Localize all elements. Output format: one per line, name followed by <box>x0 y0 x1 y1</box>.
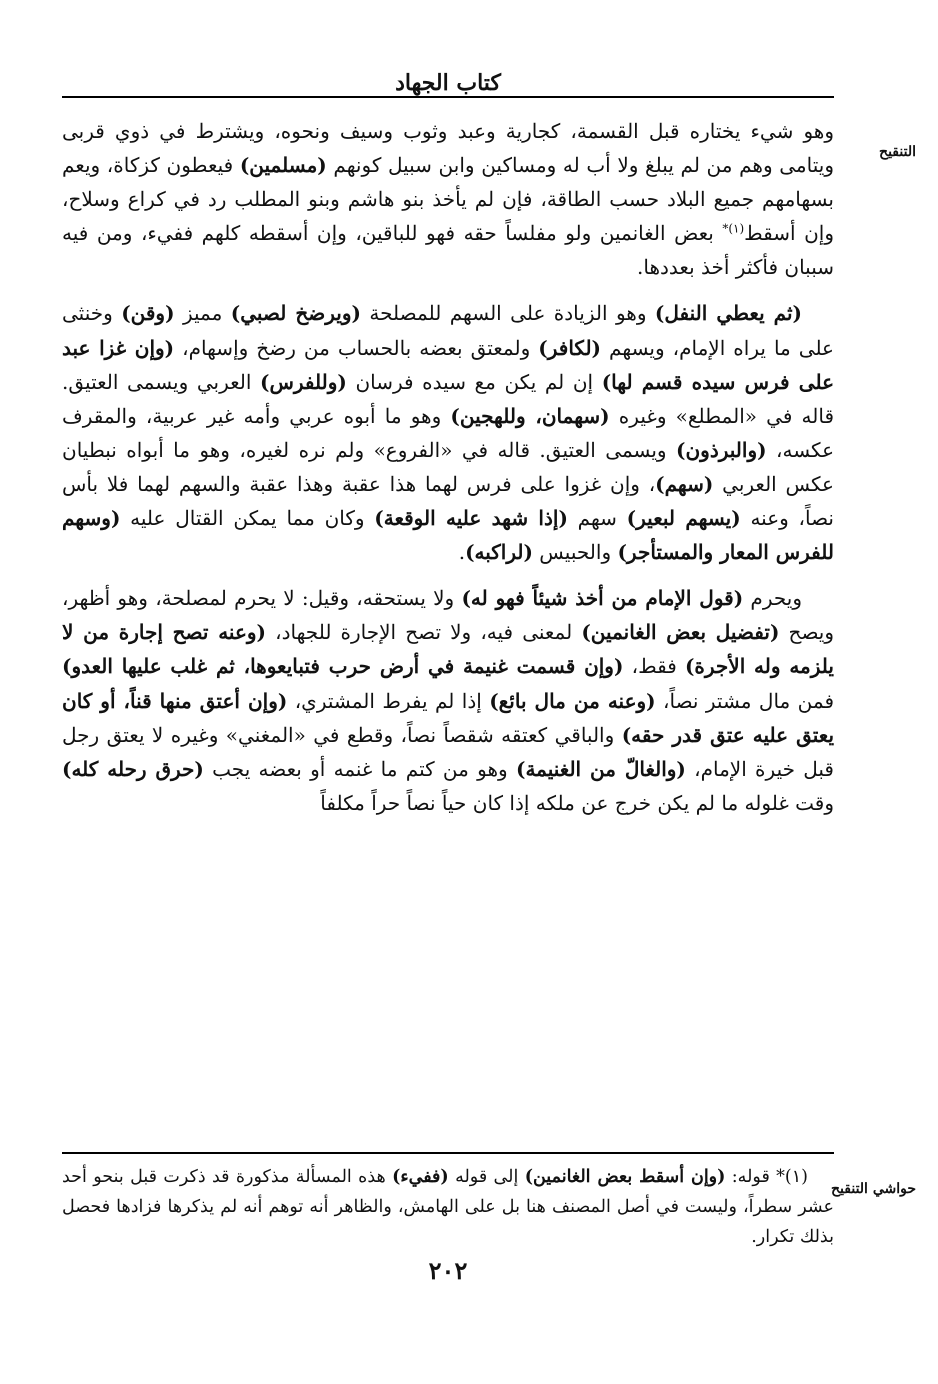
header-rule <box>62 96 834 98</box>
page-number: ٢٠٢ <box>428 1256 468 1285</box>
footnote-marker: (١)* <box>722 221 745 236</box>
paragraph-1: وهو شيء يختاره قبل القسمة، كجارية وعبد وثوب وسيف ونحوه، ويشترط في ذوي قربى ويتامى وهم من لم يبلغ ولا أب له ومساكين وابن سبيل كونهم (مسلمين) فيعطون كزكاة، ويعم بسهامهم جميع البلاد حسب الطاقة، فإن لم يأخذ بنو هاشم وبنو المطلب رد في كراع وسلاح، وإن أسقط$^{(١)*}$ بعض الغانمين ولو مفلساً حقه فهو للباقين، وإن أسقطه كلهم ففيء، ومن فيه سببان فأكثر أخذ بعددها. <box>62 119 835 280</box>
running-head-title: كتاب الجهاد <box>395 70 501 96</box>
paragraph-3: ويحرم (قول الإمام من أخذ شيئاً فهو له) ولا يستحقه، وقيل: لا يحرم لمصلحة، وهو أظهر، ويصح (تفضيل بعض الغانمين) لمعنى فيه، ولا تصح الإجارة للجهاد، (وعنه تصح إجارة من لا يلزمه وله الأجرة) فقط، (وإن قسمت غنيمة في أرض حرب فتبايعوها، ثم غلب عليها العدو) فمن مال مشتر نصاً، (وعنه من مال بائع) إذا لم يفرط المشتري، (وإن أعتق منها قناً، أو كان يعتق عليه عتق قدر حقه) والباقي كعتقه شقصاً نصاً، وقطع في «المغني» وغيره لا يعتق رجل قبل خيرة الإمام، (والغالّ من الغنيمة) وهو من كتم ما غنمه أو بعضه يجب (حرق رحله كله) وقت غلوله ما لم يكن خرج عن ملكه إذا كان حياً نصاً حراً مكلفاً <box>62 586 835 815</box>
margin-label-tanqih: التنقيح <box>879 144 916 160</box>
main-text <box>62 114 834 832</box>
footnote <box>62 1162 834 1252</box>
paragraph-2: (ثم يعطي النفل) وهو الزيادة على السهم للمصلحة (ويرضخ لصبي) مميز (وقن) وخنثى على ما يراه الإمام، ويسهم (لكافر) ولمعتق بعضه بالحساب من رضخ وإسهام، (وإن غزا عبد على فرس سيده قسم لها) إن لم يكن مع سيده فرسان (وللفرس) العربي ويسمى العتيق. قاله في «المطلع» وغيره (سهمان، وللهجين) وهو ما أبوه عربي وأمه غير عربية، والمقرف عكسه، (والبرذون) ويسمى العتيق. قاله في «الفروع» ولم نره لغيره، وهو ما أبواه نبطيان عكس العربي (سهم)، وإن غزوا على فرس لهما هذا عقبة وهذا عقبة والسهم لهما فلا بأس نصاً، وعنه (يسهم لبعير) سهم (إذا شهد عليه الوقعة) وكان مما يمكن القتال عليه (وسهم للفرس المعار والمستأجر) والحبيس (لراكبه). <box>62 301 835 565</box>
footnote-rule <box>62 1152 834 1154</box>
margin-label-notes: حواشي التنقيح <box>831 1181 916 1197</box>
footnote-text: (١)* قوله: (وإن أسقط بعض الغانمين) إلى قوله (ففيء) هذه المسألة مذكورة قد ذكرت قبل بنحو أحد عشر سطراً، وليست في أصل المصنف هنا بل على الهامش، والظاهر أنه توهم أنه لم يذكرها فزادها فحصل بذلك تكرار. <box>62 1167 834 1247</box>
